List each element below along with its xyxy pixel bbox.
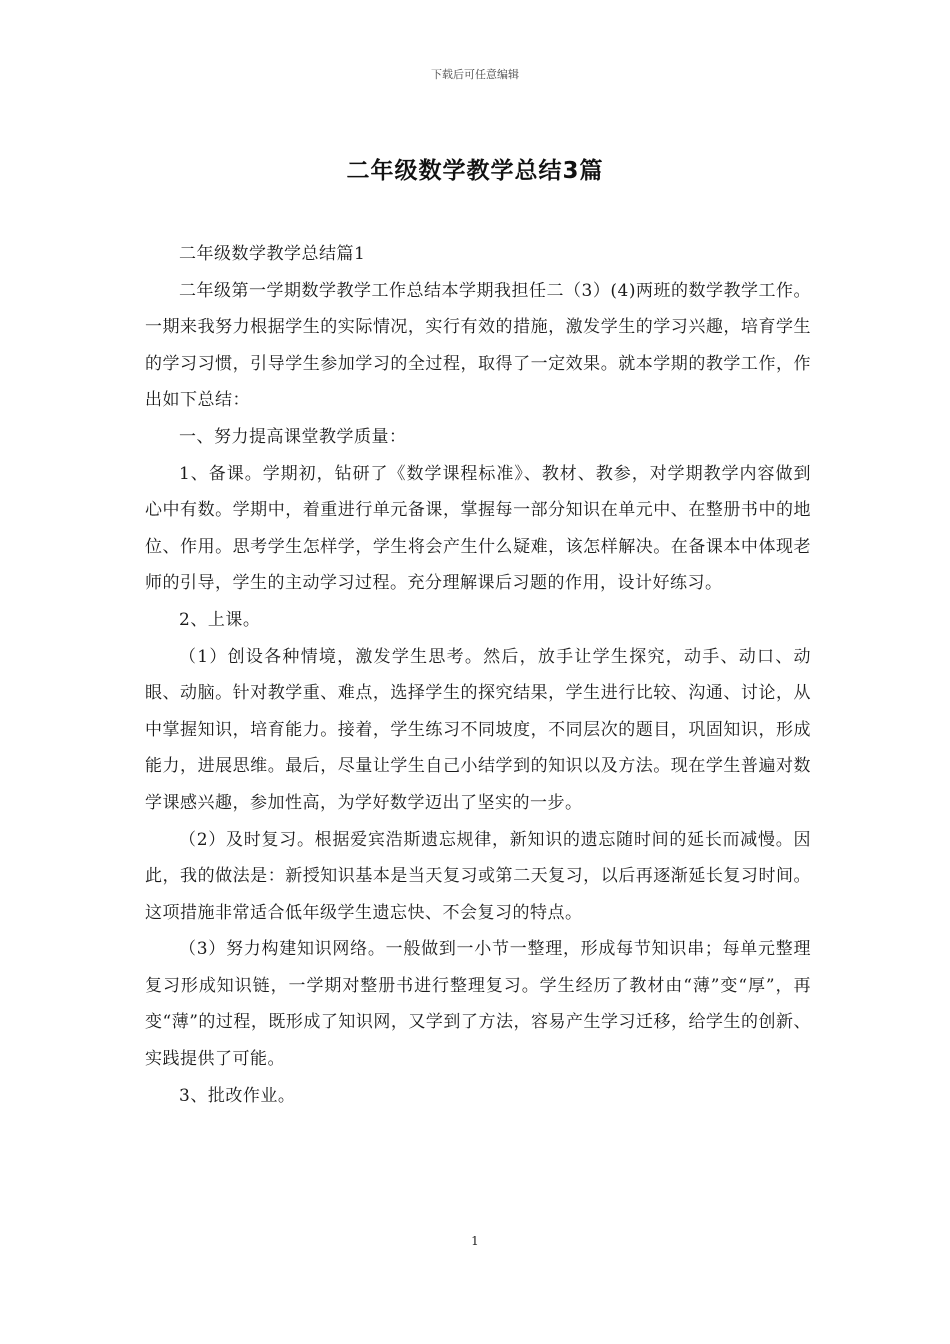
body-paragraph: 1、备课。学期初，钻研了《数学课程标准》、教材、教参，对学期教学内容做到心中有数。学期中，着重进行单元备课，掌握每一部分知识在单元中、在整册书中的地位、作用。思考学生怎样学，学生将会产生什么疑难，该怎样解决。在备课本中体现老师的引导，学生的主动学习过程。充分理解课后习题的作用，设计好练习。 <box>145 463 811 594</box>
subsection-heading: 一、努力提高课堂教学质量： <box>179 426 407 447</box>
page-number: 1 <box>471 1234 479 1248</box>
body-paragraph: （2）及时复习。根据爱宾浩斯遗忘规律，新知识的遗忘随时间的延长而减慢。因此，我的做法是：新授知识基本是当天复习或第二天复习，以后再逐渐延长复习时间。这项措施非常适合低年级学生遗忘快、不会复习的特点。 <box>145 829 811 923</box>
body-paragraph: 二年级第一学期数学教学工作总结本学期我担任二（3）(4)两班的数学教学工作。一期来我努力根据学生的实际情况，实行有效的措施，激发学生的学习兴趣，培育学生的学习习惯，引导学生参加学习的全过程，取得了一定效果。就本学期的教学工作，作出如下总结： <box>145 280 811 411</box>
list-item-heading: 2、上课。 <box>179 609 261 630</box>
section-heading: 二年级数学教学总结篇1 <box>179 244 366 264</box>
body-paragraph: （3）努力构建知识网络。一般做到一小节一整理，形成每节知识串；每单元整理复习形成知识链，一学期对整册书进行整理复习。学生经历了教材由“薄”变“厚”，再变“薄”的过程，既形成了知识网，又学到了方法，容易产生学习迁移，给学生的创新、实践提供了可能。 <box>145 939 811 1070</box>
body-paragraph: （1）创设各种情境，激发学生思考。然后，放手让学生探究，动手、动口、动眼、动脑。针对教学重、难点，选择学生的探究结果，学生进行比较、沟通、讨论，从中掌握知识，培育能力。接着，学生练习不同坡度，不同层次的题目，巩固知识，形成能力，进展思维。最后，尽量让学生自己小结学到的知识以及方法。现在学生普遍对数学课感兴趣，参加性高，为学好数学迈出了坚实的一步。 <box>145 646 811 813</box>
list-item-heading: 3、批改作业。 <box>179 1085 296 1106</box>
document-body <box>145 236 811 1114</box>
document-title: 二年级数学教学总结3篇 <box>346 158 604 184</box>
page-header-note: 下载后可任意编辑 <box>431 68 519 81</box>
